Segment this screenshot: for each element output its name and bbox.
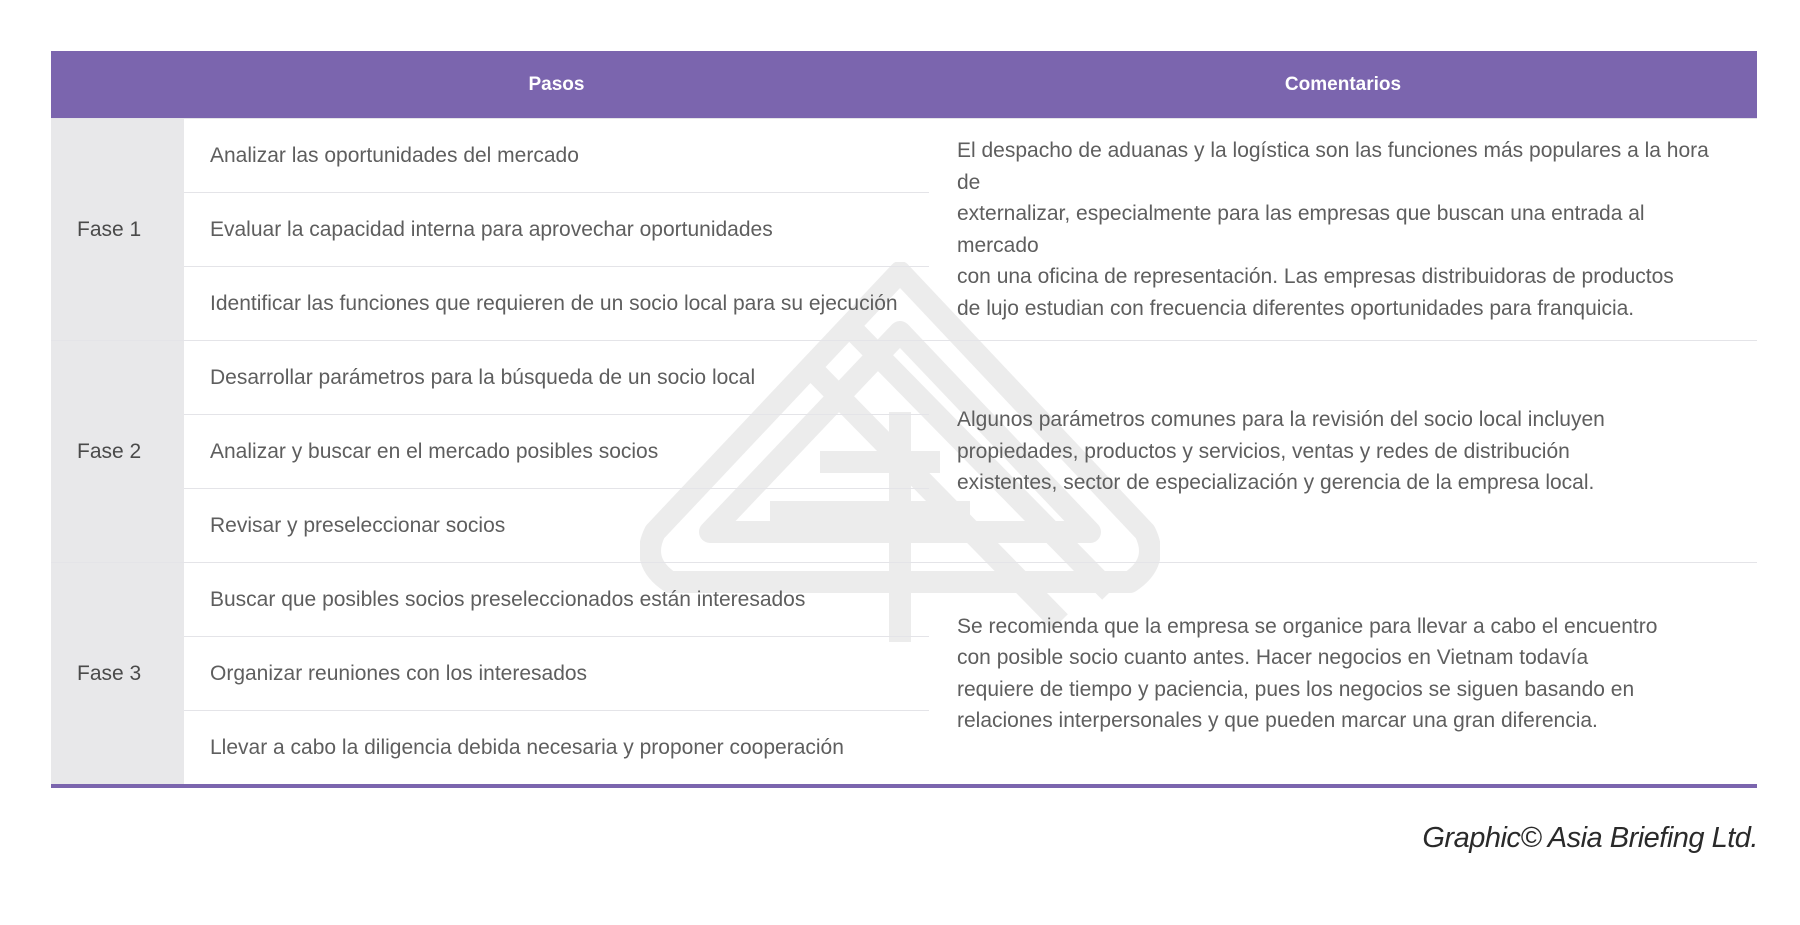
phase-label: Fase 2: [51, 341, 184, 562]
step-item: Identificar las funciones que requieren de un socio local para su ejecución: [184, 266, 929, 340]
comment-line: de lujo estudian con frecuencia diferentes oportunidades para franquicia.: [957, 296, 1635, 320]
step-item: Analizar las oportunidades del mercado: [210, 143, 579, 167]
phase-label: Fase 1: [51, 119, 184, 340]
phase-row-2: [51, 340, 1757, 562]
step-item: Llevar a cabo la diligencia debida necesaria y proponer cooperación: [184, 710, 929, 784]
phase-steps: [184, 341, 929, 562]
step-item: Analizar y buscar en el mercado posibles socios: [184, 414, 929, 488]
header-spacer: [51, 51, 184, 118]
phase-comment: [929, 119, 1757, 340]
comment-line: requiere de tiempo y paciencia, pues los negocios se siguen basando en: [957, 677, 1635, 701]
phase-comment: [929, 563, 1757, 784]
partner-search-table: [51, 51, 1757, 788]
graphic-credit: Graphic© Asia Briefing Ltd.: [1422, 822, 1758, 854]
phase-comment: [929, 341, 1757, 562]
comment-line: Algunos parámetros comunes para la revisión del socio local incluyen: [957, 408, 1605, 432]
phase-steps: [184, 119, 929, 340]
header-steps: Pasos: [528, 73, 585, 95]
step-item: Desarrollar parámetros para la búsqueda de un socio local: [210, 365, 756, 389]
phase-row-3: [51, 562, 1757, 784]
phase-label: Fase 3: [51, 563, 184, 784]
step-item: Organizar reuniones con los interesados: [184, 636, 929, 710]
comment-line: Se recomienda que la empresa se organice para llevar a cabo el encuentro: [957, 614, 1658, 638]
step-item: Evaluar la capacidad interna para aprovechar oportunidades: [184, 192, 929, 266]
comment-line: relaciones interpersonales y que pueden marcar una gran diferencia.: [957, 709, 1598, 732]
phase-row-1: [51, 118, 1757, 340]
step-item: Buscar que posibles socios preseleccionados están interesados: [210, 587, 806, 611]
comment-line: con posible socio cuanto antes. Hacer negocios en Vietnam todavía: [957, 646, 1589, 669]
bottom-rule: [51, 784, 1757, 788]
header-comments: Comentarios: [1284, 73, 1402, 95]
table-header: [51, 51, 1757, 118]
step-item: Revisar y preseleccionar socios: [184, 488, 929, 562]
comment-line: externalizar, especialmente para las empresas que buscan una entrada al mercado: [957, 202, 1645, 257]
comment-line: propiedades, productos y servicios, ventas y redes de distribución: [957, 439, 1570, 463]
comment-line: El despacho de aduanas y la logística son las funciones más populares a la hora de: [957, 139, 1709, 194]
comment-line: existentes, sector de especialización y gerencia de la empresa local.: [957, 471, 1595, 495]
comment-line: con una oficina de representación. Las empresas distribuidoras de productos: [957, 265, 1674, 288]
phase-steps: [184, 563, 929, 784]
